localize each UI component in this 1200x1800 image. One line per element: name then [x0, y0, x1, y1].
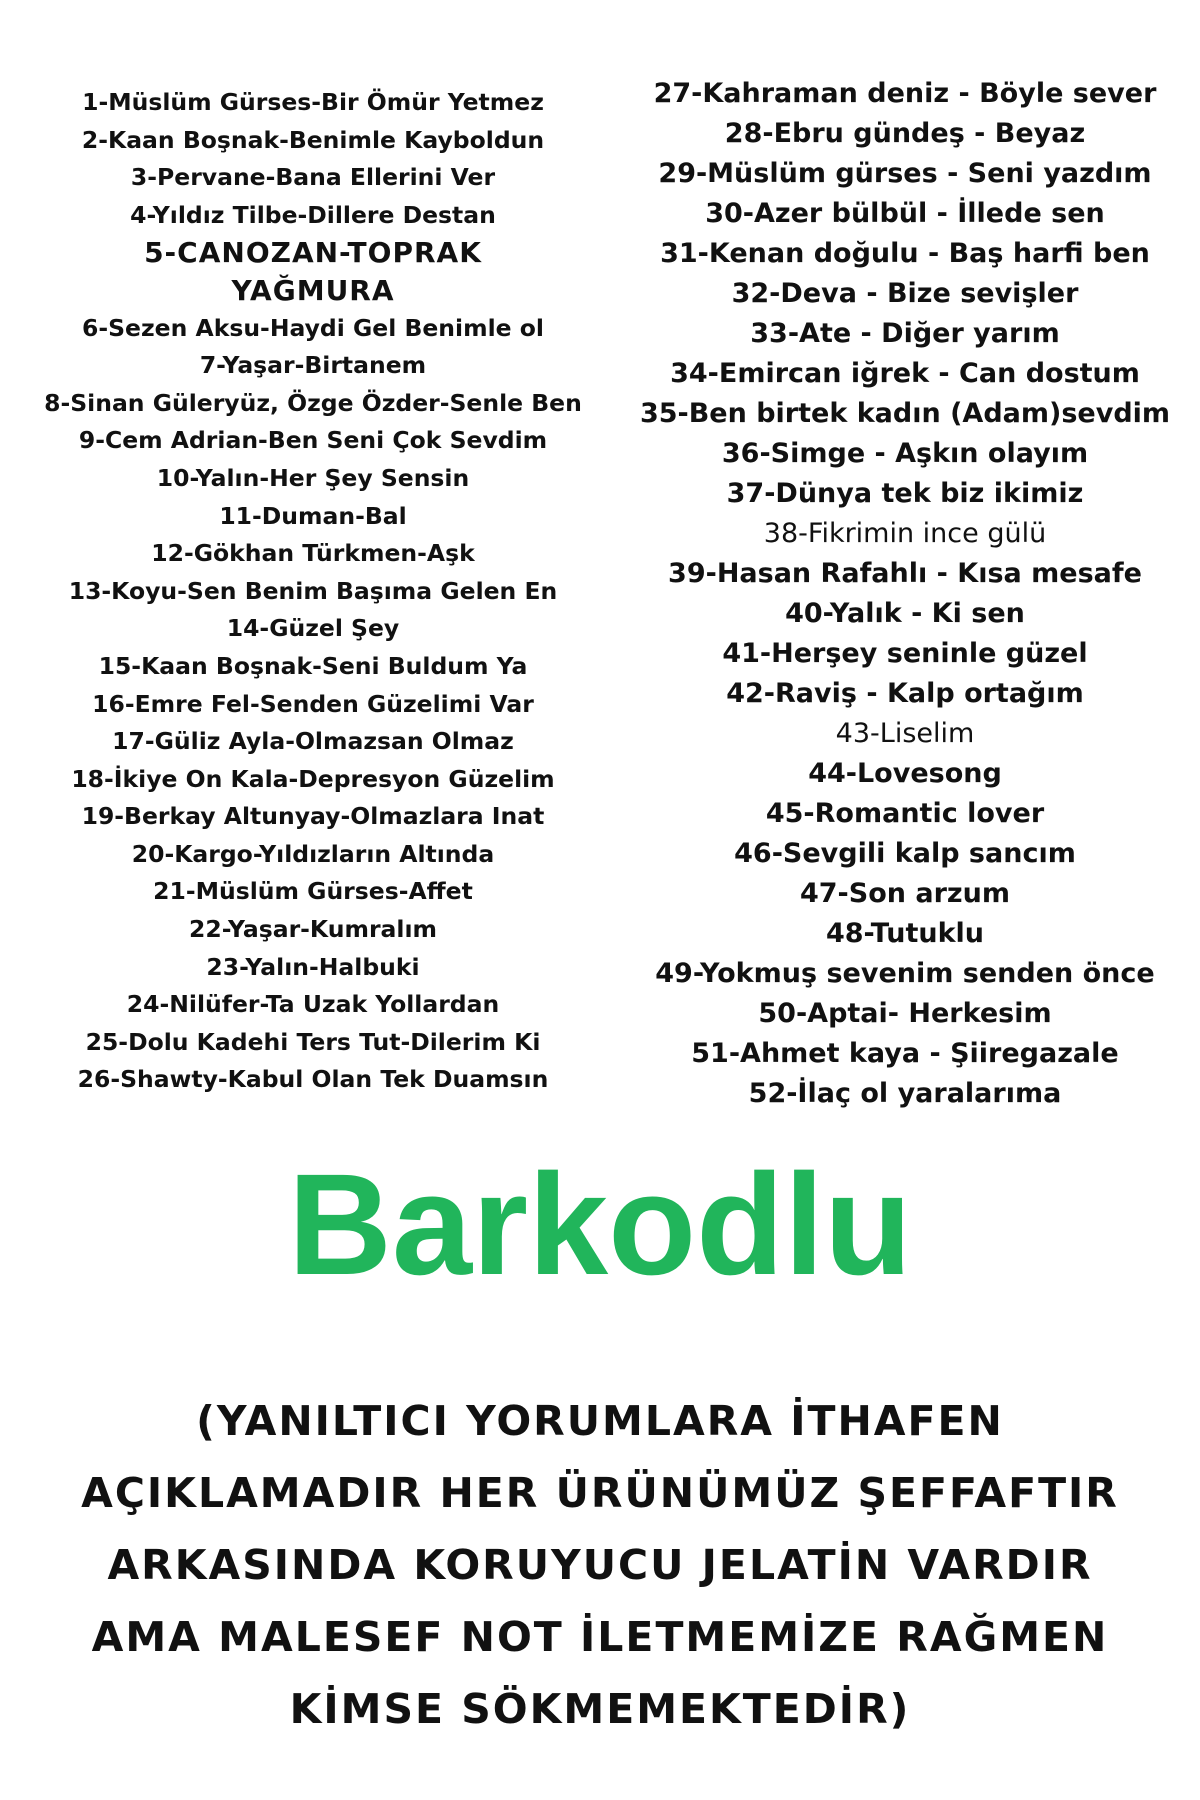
- song-item: 11-Duman-Bal: [219, 501, 407, 530]
- song-item: 14-Güzel Şey: [226, 614, 400, 643]
- song-item: 30-Azer bülbül - İllede sen: [705, 198, 1105, 229]
- song-item: 9-Cem Adrian-Ben Seni Çok Sevdim: [78, 426, 548, 455]
- song-item: 43-Liselim: [835, 718, 975, 749]
- song-item: 24-Nilüfer-Ta Uzak Yollardan: [126, 990, 500, 1019]
- song-item: 10-Yalın-Her Şey Sensin: [156, 463, 470, 492]
- notice-line: AÇIKLAMADIR HER ÜRÜNÜMÜZ ŞEFFAFTIR: [81, 1469, 1119, 1517]
- song-item: 5-CANOZAN-TOPRAK: [144, 236, 482, 270]
- song-item: 15-Kaan Boşnak-Seni Buldum Ya: [98, 651, 528, 680]
- song-item: 25-Dolu Kadehi Ters Tut-Dilerim Ki: [85, 1027, 541, 1056]
- song-item: 31-Kenan doğulu - Baş harfi ben: [660, 238, 1150, 269]
- song-item: 3-Pervane-Bana Ellerini Ver: [130, 163, 496, 192]
- song-item: 42-Raviş - Kalp ortağım: [726, 678, 1084, 709]
- song-item: 36-Simge - Aşkın olayım: [721, 438, 1089, 469]
- song-item: 34-Emircan iğrek - Can dostum: [670, 358, 1140, 389]
- notice-text: [0, 1385, 1200, 1745]
- song-item: 32-Deva - Bize sevişler: [731, 278, 1079, 309]
- song-item: 7-Yaşar-Birtanem: [199, 351, 427, 380]
- song-item: 2-Kaan Boşnak-Benimle Kayboldun: [81, 125, 545, 154]
- song-item: 20-Kargo-Yıldızların Altında: [131, 839, 495, 868]
- brand-title: Barkodlu: [287, 1144, 913, 1305]
- song-item: 48-Tutuklu: [825, 918, 985, 949]
- song-item: 26-Shawty-Kabul Olan Tek Duamsın: [77, 1065, 549, 1094]
- song-item: 19-Berkay Altunyay-Olmazlara Inat: [81, 802, 545, 831]
- song-item: 1-Müslüm Gürses-Bir Ömür Yetmez: [82, 88, 544, 116]
- song-item: 21-Müslüm Gürses-Affet: [153, 877, 473, 906]
- song-item: 49-Yokmuş sevenim senden önce: [655, 958, 1155, 989]
- song-item: 45-Romantic lover: [765, 798, 1045, 829]
- song-item: 39-Hasan Rafahlı - Kısa mesafe: [668, 558, 1142, 589]
- song-item: 46-Sevgili kalp sancım: [734, 838, 1076, 869]
- song-item: 29-Müslüm gürses - Seni yazdım: [658, 158, 1152, 189]
- notice-line: AMA MALESEF NOT İLETMEMİZE RAĞMEN: [91, 1613, 1109, 1661]
- song-item: 13-Koyu-Sen Benim Başıma Gelen En: [68, 576, 558, 605]
- song-item: 23-Yalın-Halbuki: [206, 952, 420, 981]
- song-item: 22-Yaşar-Kumralım: [189, 915, 437, 944]
- song-item: 50-Aptai- Herkesim: [758, 998, 1052, 1029]
- song-item: 12-Gökhan Türkmen-Aşk: [151, 539, 475, 568]
- notice-line: ARKASINDA KORUYUCU JELATİN VARDIR: [107, 1541, 1093, 1589]
- song-list-left: [8, 84, 618, 1099]
- song-item: 16-Emre Fel-Senden Güzelimi Var: [92, 689, 534, 718]
- song-item: 37-Dünya tek biz ikimiz: [726, 478, 1084, 509]
- song-item: 35-Ben birtek kadın (Adam)sevdim: [639, 398, 1171, 429]
- song-item: 4-Yıldız Tilbe-Dillere Destan: [130, 200, 496, 229]
- song-item: 51-Ahmet kaya - Şiiregazale: [691, 1038, 1119, 1069]
- song-item: 47-Son arzum: [799, 878, 1010, 909]
- song-item: 38-Fikrimin ince gülü: [763, 518, 1047, 549]
- song-item: 6-Sezen Aksu-Haydi Gel Benimle ol: [82, 313, 544, 342]
- song-item: 8-Sinan Güleryüz, Özge Özder-Senle Ben: [44, 388, 582, 417]
- song-item: 40-Yalık - Ki sen: [785, 598, 1025, 629]
- notice-line: (YANILTICI YORUMLARA İTHAFEN: [196, 1397, 1004, 1445]
- song-item: 18-İkiye On Kala-Depresyon Güzelim: [71, 764, 555, 793]
- song-item: YAĞMURA: [231, 273, 395, 307]
- song-item: 27-Kahraman deniz - Böyle sever: [653, 78, 1157, 109]
- song-list-right: [622, 74, 1188, 1114]
- song-item: 44-Lovesong: [808, 758, 1002, 789]
- song-item: 17-Güliz Ayla-Olmazsan Olmaz: [112, 727, 514, 756]
- notice-line: KİMSE SÖKMEMEKTEDİR): [289, 1685, 911, 1733]
- song-item: 41-Herşey seninle güzel: [722, 638, 1088, 669]
- song-item: 33-Ate - Diğer yarım: [750, 318, 1060, 349]
- song-item: 52-İlaç ol yaralarıma: [748, 1078, 1062, 1109]
- song-item: 28-Ebru gündeş - Beyaz: [724, 118, 1086, 149]
